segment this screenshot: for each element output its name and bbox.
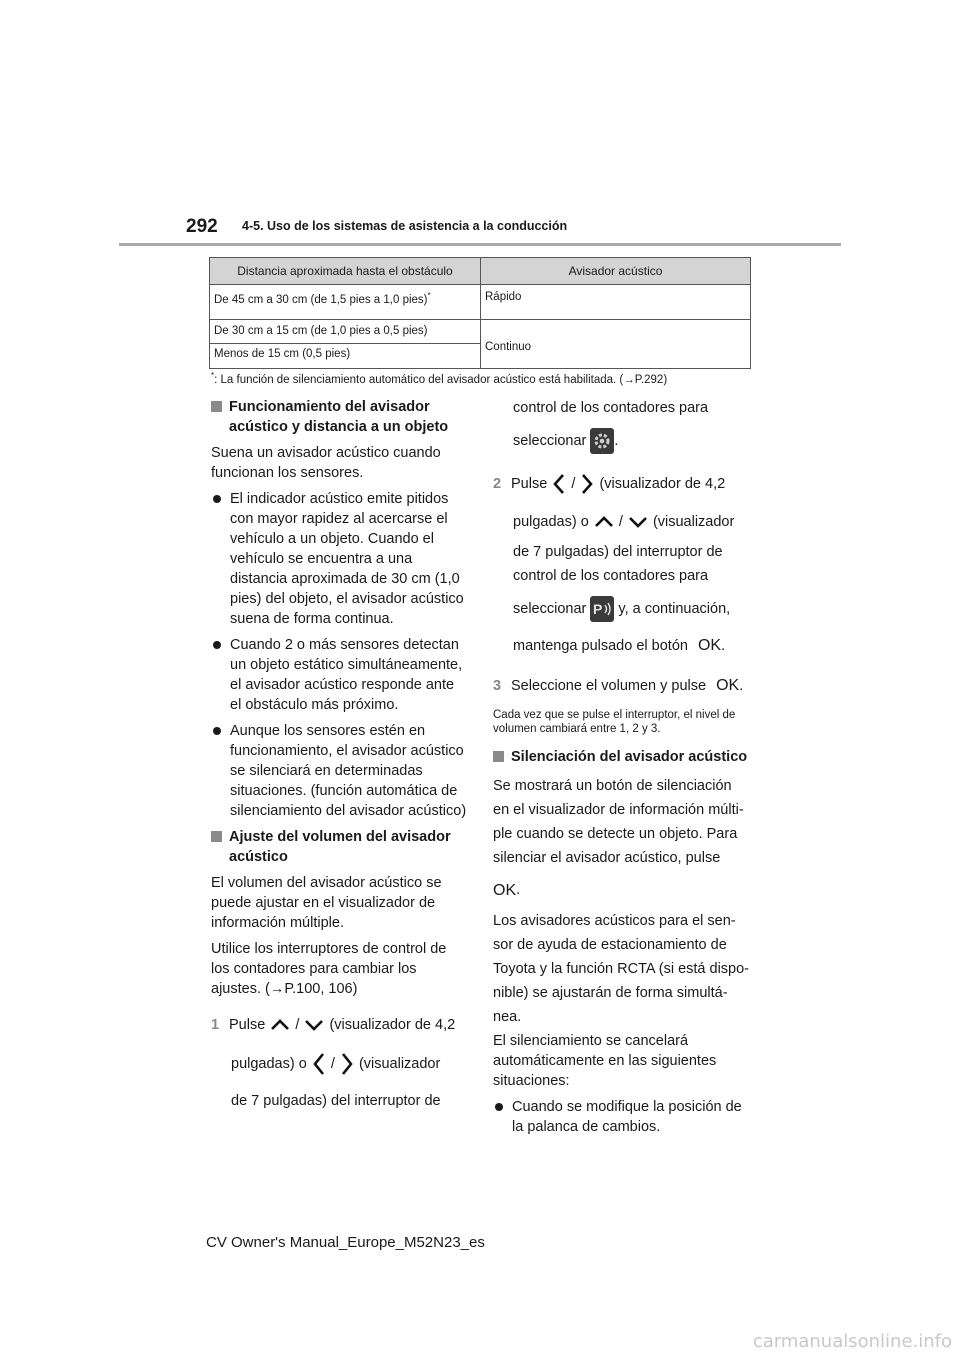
paragraph: nea. bbox=[493, 1008, 522, 1025]
paragraph: Los avisadores acústicos para el sen- bbox=[493, 912, 736, 929]
step-number: 3 bbox=[493, 678, 502, 695]
paragraph: Se mostrará un botón de silenciación bbox=[493, 778, 732, 795]
chevron-up-icon bbox=[269, 1018, 291, 1032]
paragraph: El silenciamiento se cancelará automáticamente en las siguientes situaciones: bbox=[493, 1032, 717, 1089]
section-heading: Funcionamiento del avisador acústico y distancia a un objeto bbox=[211, 397, 467, 437]
chevron-left-icon bbox=[551, 472, 567, 496]
header-rule bbox=[119, 243, 841, 246]
table-header-buzzer: Avisador acústico bbox=[481, 258, 751, 285]
right-column bbox=[493, 398, 751, 1137]
paragraph: nible) se ajustarán de forma simultá- bbox=[493, 984, 728, 1001]
svg-text:P: P bbox=[593, 601, 603, 617]
table-cell-distance: De 30 cm a 15 cm (de 1,0 pies a 0,5 pies) bbox=[210, 320, 481, 344]
bullet-item: Aunque los sensores estén en funcionamiento, el avisador acústico se silenciará en determinadas situaciones. (función automática de silenciamiento del avisador acústico) bbox=[211, 721, 467, 821]
section-heading: Silenciación del avisador acústico bbox=[493, 747, 751, 767]
table-row bbox=[210, 320, 751, 344]
table-cell-distance: Menos de 15 cm (0,5 pies) bbox=[210, 344, 481, 369]
chevron-left-icon bbox=[311, 1051, 327, 1077]
step-2-line: de 7 pulgadas) del interruptor de bbox=[513, 544, 723, 560]
paragraph: ple cuando se detecte un objeto. Para bbox=[493, 826, 738, 843]
step-2-line: pulgadas) o / (visualizador bbox=[513, 514, 735, 530]
table-header-distance: Distancia aproximada hasta el obstáculo bbox=[210, 258, 481, 285]
step-2-line: seleccionar P y, a continuación, bbox=[493, 596, 751, 622]
table-cell-buzzer: Rápido bbox=[481, 285, 751, 320]
chevron-down-icon bbox=[627, 515, 649, 529]
table-row bbox=[210, 285, 751, 320]
step-2-line: control de los contadores para bbox=[513, 568, 709, 584]
paragraph: Toyota y la función RCTA (si está dispo- bbox=[493, 960, 750, 977]
table-header-row bbox=[210, 258, 751, 285]
step-1-line: pulgadas) o / (visualizador bbox=[211, 1051, 467, 1077]
chevron-right-icon bbox=[579, 472, 595, 496]
parking-sensor-icon bbox=[590, 596, 614, 622]
step-1: 1 Pulse / (visualizador de 4,2 bbox=[211, 1017, 456, 1033]
ok-button-icon: OK bbox=[493, 881, 517, 899]
step-2: 2 Pulse / (visualizador de 4,2 bbox=[493, 472, 751, 496]
footer-text: CV Owner's Manual_Europe_M52N23_es bbox=[206, 1234, 485, 1251]
bullet-icon bbox=[213, 495, 221, 503]
bullet-item: Cuando 2 o más sensores detectan un objeto estático simultáneamente, el avisador acústico responde ante el obstáculo más próximo. bbox=[211, 635, 467, 715]
bullet-icon bbox=[213, 641, 221, 649]
step-number: 2 bbox=[493, 475, 502, 492]
step-number: 1 bbox=[211, 1017, 220, 1033]
paragraph: en el visualizador de información múlti- bbox=[493, 802, 744, 819]
table-cell-buzzer: Continuo bbox=[481, 320, 751, 369]
left-column bbox=[211, 397, 467, 1111]
distance-table bbox=[209, 257, 751, 369]
note-text: Cada vez que se pulse el interruptor, el nivel de volumen cambiará entre 1, 2 y 3. bbox=[493, 709, 736, 736]
section-title: 4-5. Uso de los sistemas de asistencia a la conducción bbox=[242, 219, 568, 233]
step-3: 3 Seleccione el volumen y pulse OK. bbox=[493, 677, 744, 695]
table-cell-distance: De 45 cm a 30 cm (de 1,5 pies a 1,0 pies)* bbox=[210, 285, 481, 320]
step-1-cont: control de los contadores para bbox=[513, 400, 709, 416]
bullet-icon bbox=[495, 1103, 503, 1111]
chevron-right-icon bbox=[339, 1051, 355, 1077]
paragraph: OK. bbox=[493, 881, 521, 899]
paragraph: Utilice los interruptores de control de los contadores para cambiar los ajustes. (→P.100, 106) bbox=[211, 941, 447, 997]
watermark: carmanualsonline.info bbox=[752, 1331, 952, 1352]
heading-square-icon bbox=[211, 831, 222, 842]
table-footnote: *: La función de silenciamiento automático del avisador acústico está habilitada. (→P.292) bbox=[211, 371, 668, 386]
paragraph: Suena un avisador acústico cuando funcionan los sensores. bbox=[211, 445, 441, 481]
bullet-icon bbox=[213, 727, 221, 735]
section-heading: Ajuste del volumen del avisador acústico bbox=[211, 827, 467, 867]
paragraph: El volumen del avisador acústico se puede ajustar en el visualizador de información múltiple. bbox=[211, 875, 442, 931]
footnote-mark: * bbox=[427, 291, 431, 300]
step-1-cont: seleccionar . bbox=[493, 428, 751, 454]
chevron-up-icon bbox=[593, 515, 615, 529]
ok-button-icon: OK bbox=[697, 637, 722, 655]
paragraph: sor de ayuda de estacionamiento de bbox=[493, 936, 727, 953]
bullet-item: El indicador acústico emite pitidos con mayor rapidez al acercarse el vehículo a un objeto. Cuando el vehículo se encuentra a una distancia aproximada de 30 cm (1,0 pies) del objeto, el avisador acústico suena de forma continua. bbox=[211, 489, 467, 629]
heading-square-icon bbox=[211, 401, 222, 412]
chevron-down-icon bbox=[303, 1018, 325, 1032]
bullet-item: Cuando se modifique la posición de la palanca de cambios. bbox=[493, 1097, 751, 1137]
ok-button-icon: OK bbox=[716, 677, 740, 695]
step-2-line: mantenga pulsado el botón OK. bbox=[513, 637, 726, 655]
paragraph: silenciar el avisador acústico, pulse bbox=[493, 850, 721, 867]
step-1-line: de 7 pulgadas) del interruptor de bbox=[231, 1093, 441, 1109]
heading-square-icon bbox=[493, 751, 504, 762]
page-number: 292 bbox=[186, 216, 218, 237]
gear-icon bbox=[590, 428, 614, 454]
